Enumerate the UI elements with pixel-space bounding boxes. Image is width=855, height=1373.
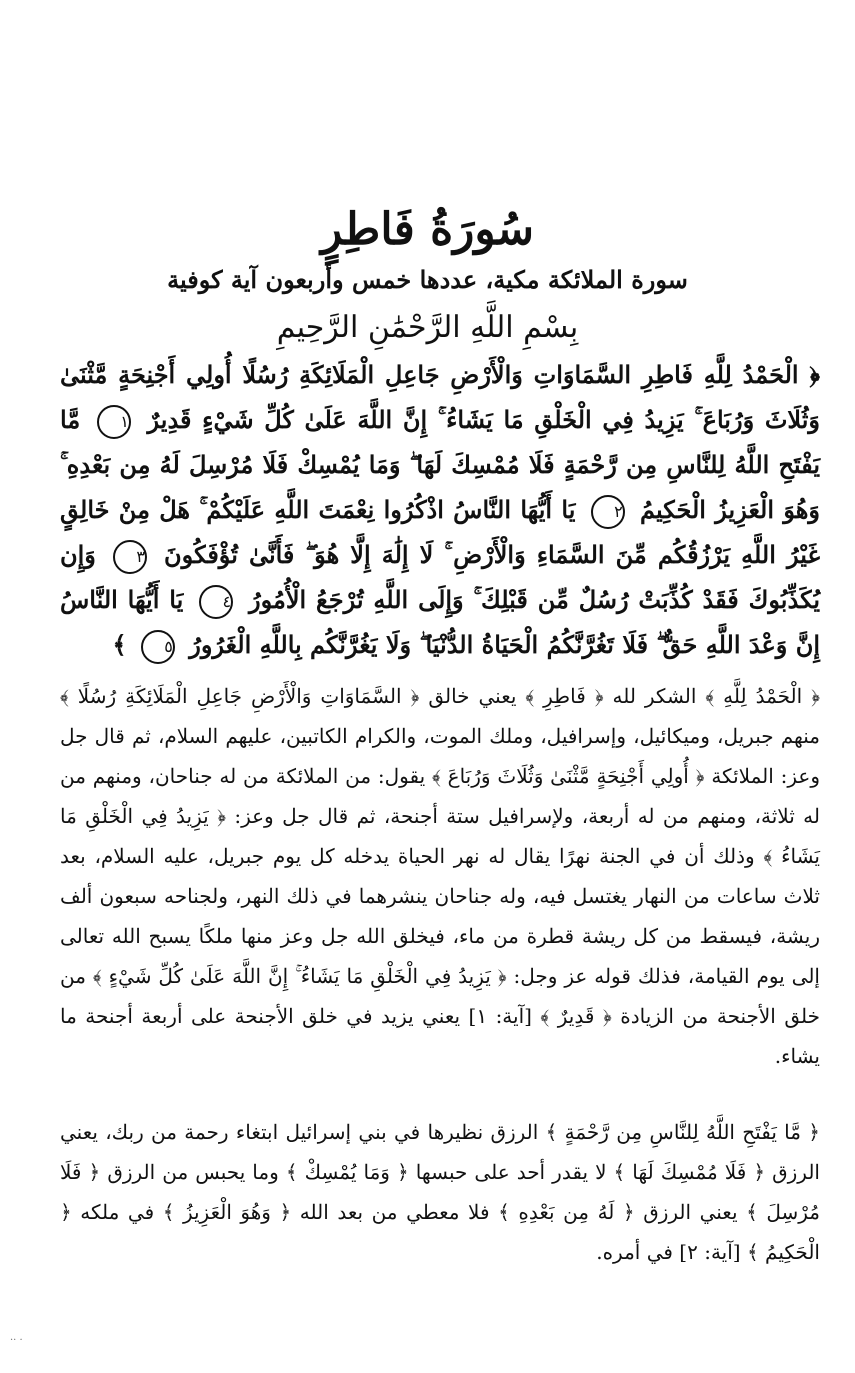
commentary-paragraph: ﴿ الْحَمْدُ لِلَّهِ ﴾ الشكر لله ﴿ فَاطِرِ ﴾ يعني خالق ﴿ السَّمَاوَاتِ وَالْأَرْضِ جَاعِلِ الْمَلَائِكَةِ رُسُلًا ﴾ منهم جبريل، وميكائيل، وإسرافيل، وملك الموت، والكرام الكاتبين، عليهم السلام، ثم قال جل وعز: الملائكة ﴿ أُولِي أَجْنِحَةٍ مَّثْنَىٰ وَثُلَاثَ وَرُبَاعَ ﴾ يقول: من الملائكة من له جناحان، ومنهم من له ثلاثة، ومنهم من له أربعة، ولإسرافيل ستة أجنحة، ثم قال جل وعز: ﴿ يَزِيدُ فِي الْخَلْقِ مَا يَشَاءُ ﴾ وذلك أن في الجنة نهرًا يقال له نهر الحياة يدخله كل يوم جبريل، عليه السلام، بعد ثلاث ساعات من النهار يغتسل فيه، وله جناحان ينشرهما في ذلك النهر، ولجناحه سبعون ألف ريشة، فيسقط من كل ريشة قطرة من ماء، فيخلق الله جل وعز منها ملكًا يسبح الله تعالى إلى يوم القيامة، فذلك قوله عز وجل: ﴿ يَزِيدُ فِي الْخَلْقِ مَا يَشَاءُ ۚ إِنَّ اللَّهَ عَلَىٰ كُلِّ شَيْءٍ ﴾ من خلق الأجنحة من الزيادة ﴿ قَدِيرٌ ﴾ [آية: ١] يعني يزيد في خلق الأجنحة على أربعة أجنحة ما يشاء. [60, 684, 821, 1068]
surah-subtitle: سورة الملائكة مكية، عددها خمس وأربعون آية كوفية [167, 265, 688, 294]
verse-text: يَا أَيُّهَا النَّاسُ إِنَّ وَعْدَ اللَّهِ حَقٌّ ۖ فَلَا تَغُرَّنَّكُمُ الْحَيَاةُ الدُّنْيَا ۖ وَلَا يَغُرَّنَّكُم بِاللَّهِ الْغَرُورُ [60, 585, 820, 659]
quran-verses [60, 352, 820, 667]
verse-text: يَا أَيُّهَا النَّاسُ اذْكُرُوا نِعْمَتَ اللَّهِ عَلَيْكُمْ ۚ هَلْ مِنْ خَالِقٍ غَيْرُ اللَّهِ يَرْزُقُكُم مِّنَ السَّمَاءِ وَالْأَرْضِ ۚ لَا إِلَٰهَ إِلَّا هُوَ ۖ فَأَنَّىٰ تُؤْفَكُونَ [60, 495, 821, 569]
verse-text: مَّا يَفْتَحِ اللَّهُ لِلنَّاسِ مِن رَّحْمَةٍ فَلَا مُمْسِكَ لَهَا ۖ وَمَا يُمْسِكْ فَلَا مُرْسِلَ لَهُ مِن بَعْدِهِ ۚ وَهُوَ الْعَزِيزُ الْحَكِيمُ [60, 405, 820, 524]
verse-number-marker: ٥ [141, 630, 175, 664]
verse-number-marker: ٤ [199, 585, 233, 619]
verse-text: ﴿ الْحَمْدُ لِلَّهِ فَاطِرِ السَّمَاوَاتِ وَالْأَرْضِ جَاعِلِ الْمَلَائِكَةِ رُسُلًا أُولِي أَجْنِحَةٍ مَّثْنَىٰ وَثُلَاثَ وَرُبَاعَ ۚ يَزِيدُ فِي الْخَلْقِ مَا يَشَاءُ ۚ إِنَّ اللَّهَ عَلَىٰ كُلِّ شَيْءٍ قَدِيرٌ [60, 360, 821, 434]
surah-title: سُورَةُ فَاطِرٍ [321, 204, 534, 255]
verse-number-marker: ٢ [591, 495, 625, 529]
scan-mark: ·· · [10, 1335, 23, 1346]
basmala: بِسْمِ اللَّهِ الرَّحْمَٰنِ الرَّحِيمِ [276, 310, 579, 345]
verse-number-marker: ١ [97, 405, 131, 439]
verse-number-marker: ٣ [113, 540, 147, 574]
verse-text: وَإِن يُكَذِّبُوكَ فَقَدْ كُذِّبَتْ رُسُلٌ مِّن قَبْلِكَ ۚ وَإِلَى اللَّهِ تُرْجَعُ الْأُمُورُ [60, 540, 821, 614]
commentary-paragraph: ﴿ مَّا يَفْتَحِ اللَّهُ لِلنَّاسِ مِن رَّحْمَةٍ ﴾ الرزق نظيرها في بني إسرائيل ابتغاء رحمة من ربك، يعني الرزق ﴿ فَلَا مُمْسِكَ لَهَا ﴾ لا يقدر أحد على حبسها ﴿ وَمَا يُمْسِكْ ﴾ وما يحبس من الرزق ﴿ فَلَا مُرْسِلَ ﴾ يعني الرزق ﴿ لَهُ مِن بَعْدِهِ ﴾ فلا معطي من بعد الله ﴿ وَهُوَ الْعَزِيزُ ﴾ في ملكه ﴿ الْحَكِيمُ ﴾ [آية: ٢] في أمره. [60, 1120, 820, 1264]
verse-closing-bracket: ﴾ [112, 630, 127, 659]
